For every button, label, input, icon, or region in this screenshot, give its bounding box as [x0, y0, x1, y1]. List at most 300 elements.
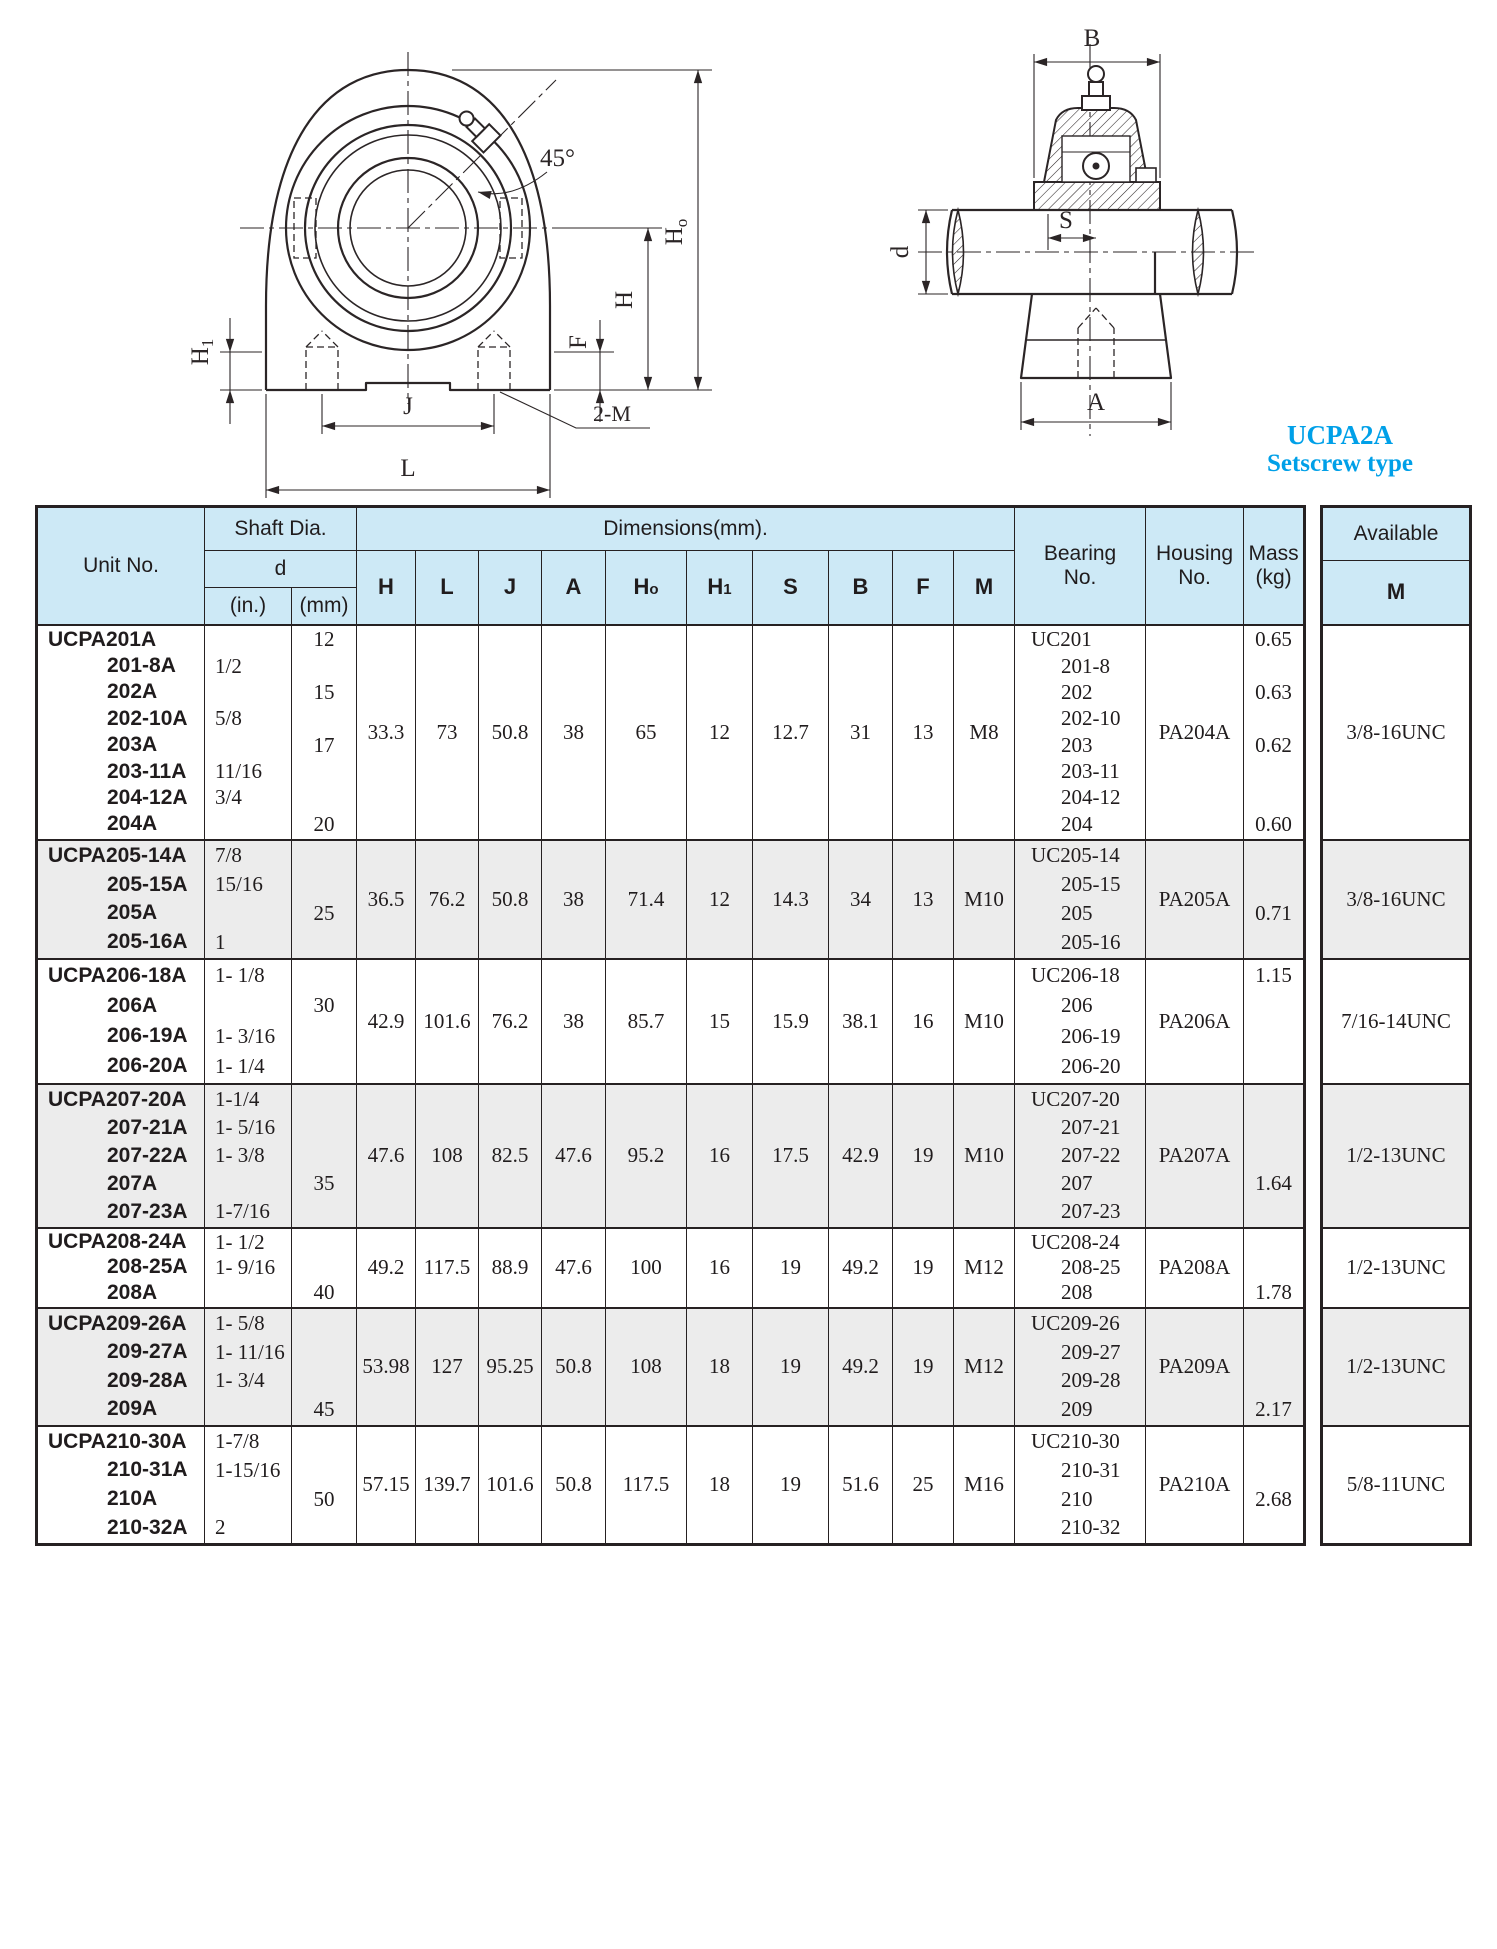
cell-line: [292, 758, 356, 784]
shaft-in-cell: [205, 1426, 292, 1545]
unit-no-cell: [37, 1228, 205, 1308]
cell-line: 210-31A: [107, 1458, 188, 1482]
cell-line: 208: [1061, 1280, 1093, 1305]
cell-line: 206-20A: [107, 1054, 188, 1078]
shaft-mm-cell: [292, 1426, 357, 1545]
dim-J-cell: 76.2: [479, 959, 542, 1084]
cell-line: 1- 5/8: [215, 1311, 265, 1336]
cell-line: 2: [215, 1515, 226, 1540]
cell-line: 206A: [107, 993, 158, 1017]
shaft-break-right: [1193, 210, 1204, 294]
cell-line: [205, 679, 291, 705]
housing-no-cell: PA207A: [1146, 1084, 1244, 1228]
cell-line: 1: [215, 929, 226, 954]
dim-H1-cell: 18: [687, 1308, 753, 1426]
cell-line: 207-22: [1061, 1143, 1121, 1167]
shaft-in-cell: [205, 1084, 292, 1228]
cell-line: [1244, 706, 1303, 732]
dim-B-cell: 42.9: [829, 1084, 893, 1228]
col-header-mass: Mass (kg): [1244, 507, 1305, 625]
table-row-ucpa208-group: [37, 1228, 1305, 1308]
dim-L-cell: 127: [416, 1308, 479, 1426]
cell-line: [1244, 1338, 1303, 1367]
cell-line: 207-21A: [107, 1115, 188, 1139]
mass-cell: [1244, 1308, 1305, 1426]
mass-cell: [1244, 1084, 1305, 1228]
unit-no-cell: [37, 625, 205, 840]
cell-line: 1- 1/8: [215, 963, 265, 988]
cell-line: [292, 928, 356, 957]
cell-line: 1- 11/16: [215, 1339, 285, 1364]
cell-line: [292, 1198, 356, 1226]
cell-line: 202-10: [1061, 706, 1121, 731]
cell-line: UCPA209-26A: [48, 1311, 187, 1335]
col-header-in: (in.): [205, 588, 292, 625]
cell-line: 210: [1061, 1486, 1093, 1511]
cell-line: [292, 1456, 356, 1485]
dim-L-cell: 76.2: [416, 840, 479, 959]
dim-A-cell: 38: [542, 959, 606, 1084]
dim-A-cell: 38: [542, 840, 606, 959]
cell-line: 207A: [107, 1171, 158, 1195]
dim-label-ho: $H_o$: [661, 218, 691, 246]
col-header-mm: (mm): [292, 588, 357, 625]
series-caption: [1205, 420, 1475, 478]
cell-line: 203: [1061, 732, 1093, 757]
cell-line: 17: [313, 732, 335, 757]
cell-line: [292, 1021, 356, 1051]
dim-label-h1: $H_1$: [187, 338, 217, 366]
dim-label-b: B: [1083, 25, 1101, 52]
col-header-shaft-dia: Shaft Dia.: [205, 507, 357, 551]
cell-line: 20: [313, 811, 335, 836]
dim-F-cell: 19: [893, 1308, 954, 1426]
cell-line: [292, 1338, 356, 1367]
dim-B-cell: 49.2: [829, 1308, 893, 1426]
dim-Ho-cell: 108: [606, 1308, 687, 1426]
cell-line: 210A: [107, 1487, 158, 1511]
cell-line: 204-12A: [107, 785, 188, 809]
bearing-no-cell: [1015, 1308, 1146, 1426]
dim-L-cell: 101.6: [416, 959, 479, 1084]
dimension-table: [35, 505, 1306, 1546]
cell-line: UCPA205-14A: [48, 843, 187, 867]
dim-J-cell: 88.9: [479, 1228, 542, 1308]
dim-F-cell: 16: [893, 959, 954, 1084]
dim-Ho-cell: 100: [606, 1228, 687, 1308]
shaft-break-left: [953, 210, 964, 294]
table-row-ucpa207-group: [37, 1084, 1305, 1228]
cell-line: [1244, 1114, 1303, 1142]
cell-line: [205, 1485, 291, 1514]
cell-line: 210-31: [1061, 1457, 1121, 1482]
cell-line: 1-7/8: [215, 1429, 260, 1454]
dim-M-cell: M12: [954, 1308, 1015, 1426]
cell-line: 202: [1061, 679, 1093, 704]
shaft-in-cell: [205, 625, 292, 840]
dim-H-cell: 47.6: [357, 1084, 416, 1228]
unit-no-cell: [37, 1308, 205, 1426]
series-type: Setscrew type: [1266, 450, 1414, 478]
cell-line: UCPA207-20A: [48, 1087, 187, 1111]
dim-H1-cell: 18: [687, 1426, 753, 1545]
cell-line: UC210-30: [1031, 1429, 1120, 1454]
cell-line: 1-1/4: [215, 1087, 260, 1111]
cell-line: [205, 627, 291, 653]
cell-line: [1244, 1255, 1303, 1280]
cell-line: 205-16A: [107, 930, 188, 954]
col-header-Ho: Ho: [606, 551, 687, 625]
cell-line: 1-15/16: [215, 1457, 281, 1482]
cell-line: 1- 1/2: [215, 1229, 265, 1254]
cell-line: [292, 706, 356, 732]
dim-M-cell: M10: [954, 840, 1015, 959]
col-header-H1: H1: [687, 551, 753, 625]
front-view-drawing: [187, 52, 712, 498]
dim-F-cell: 19: [893, 1228, 954, 1308]
dim-Ho-cell: 117.5: [606, 1426, 687, 1545]
cell-line: 205-15A: [107, 872, 188, 896]
cell-line: 207-22A: [107, 1143, 188, 1167]
cell-line: [292, 870, 356, 899]
available-row: [1322, 959, 1471, 1084]
cell-line: [292, 653, 356, 679]
col-header-M: M: [954, 551, 1015, 625]
cell-line: 206-20: [1061, 1053, 1121, 1078]
cell-line: [205, 1280, 291, 1305]
cell-line: 201-8A: [107, 654, 176, 678]
cell-line: UCPA208-24A: [48, 1230, 187, 1254]
dim-F-cell: 13: [893, 840, 954, 959]
cell-line: [205, 811, 291, 837]
mass-cell: [1244, 840, 1305, 959]
cell-line: 207-21: [1061, 1115, 1121, 1139]
available-row: [1322, 1084, 1471, 1228]
dim-S-cell: 12.7: [753, 625, 829, 840]
cell-line: [1244, 653, 1303, 679]
available-row: [1322, 1308, 1471, 1426]
dim-H-cell: 57.15: [357, 1426, 416, 1545]
grease-fitting-side: [1082, 66, 1110, 110]
cell-line: 1.64: [1255, 1171, 1292, 1195]
bearing-no-cell: [1015, 1084, 1146, 1228]
table-row-ucpa201-group: [37, 625, 1305, 840]
dim-H1-cell: 12: [687, 625, 753, 840]
housing-no-cell: PA210A: [1146, 1426, 1244, 1545]
cell-line: UC208-24: [1031, 1229, 1120, 1254]
shaft-mm-cell: [292, 1228, 357, 1308]
cell-line: 3/4: [215, 785, 242, 810]
cell-line: [205, 991, 291, 1021]
available-m-cell: 1/2-13UNC: [1322, 1308, 1471, 1426]
dim-Ho-cell: 65: [606, 625, 687, 840]
col-header-available: Available: [1322, 507, 1471, 561]
available-m-cell: 1/2-13UNC: [1322, 1228, 1471, 1308]
base-tapped-hole: [1078, 308, 1114, 378]
cell-line: 0.60: [1255, 811, 1292, 836]
cell-line: UCPA206-18A: [48, 963, 187, 987]
shaft-in-cell: [205, 1228, 292, 1308]
base-plate-section: [1034, 182, 1160, 210]
cell-line: 50: [313, 1486, 335, 1511]
housing-no-cell: PA209A: [1146, 1308, 1244, 1426]
col-header-B: B: [829, 551, 893, 625]
dim-L-cell: 73: [416, 625, 479, 840]
cell-line: [292, 842, 356, 871]
cell-line: 5/8: [215, 706, 242, 731]
shaft-in-cell: [205, 959, 292, 1084]
cell-line: [1244, 1427, 1303, 1456]
cell-line: 205A: [107, 901, 158, 925]
dim-J-cell: 50.8: [479, 840, 542, 959]
col-header-S: S: [753, 551, 829, 625]
dim-H1-cell: 16: [687, 1228, 753, 1308]
col-header-d: d: [205, 551, 357, 588]
cell-line: 204A: [107, 812, 158, 836]
cell-line: 1- 9/16: [215, 1254, 276, 1279]
shaft-in-cell: [205, 1308, 292, 1426]
cell-line: 2.68: [1255, 1486, 1292, 1511]
cell-line: [1244, 1142, 1303, 1170]
cell-line: UC205-14: [1031, 843, 1120, 868]
cell-line: [292, 1367, 356, 1396]
cell-line: 0.62: [1255, 732, 1292, 757]
dim-M-cell: M12: [954, 1228, 1015, 1308]
col-header-J: J: [479, 551, 542, 625]
cell-line: 209-27A: [107, 1340, 188, 1364]
dim-Ho-cell: 85.7: [606, 959, 687, 1084]
dim-S-cell: 15.9: [753, 959, 829, 1084]
dim-S-cell: 17.5: [753, 1084, 829, 1228]
available-row: [1322, 1426, 1471, 1545]
cell-line: [1244, 842, 1303, 871]
angle-label: 45°: [540, 145, 575, 172]
cell-line: [205, 732, 291, 758]
col-header-dimensions: Dimensions(mm).: [357, 507, 1015, 551]
dim-H-cell: 36.5: [357, 840, 416, 959]
available-m-cell: 7/16-14UNC: [1322, 959, 1471, 1084]
col-header-F: F: [893, 551, 954, 625]
cell-line: 35: [313, 1171, 335, 1195]
housing-no-cell: PA204A: [1146, 625, 1244, 840]
header-row-1: [37, 507, 1305, 551]
dim-L-cell: 139.7: [416, 1426, 479, 1545]
dim-F-cell: 19: [893, 1084, 954, 1228]
cell-line: [1244, 1086, 1303, 1114]
cell-line: 203-11: [1061, 759, 1120, 784]
cell-line: 209A: [107, 1397, 158, 1421]
cell-line: UC201: [1031, 627, 1092, 652]
dim-B-cell: 34: [829, 840, 893, 959]
cell-line: [205, 899, 291, 928]
cell-line: 206: [1061, 993, 1093, 1018]
available-m-cell: 3/8-16UNC: [1322, 840, 1471, 959]
dim-L-cell: 108: [416, 1084, 479, 1228]
cell-line: 1.15: [1255, 963, 1292, 988]
dim-H-cell: 42.9: [357, 959, 416, 1084]
tapped-hole-right: [478, 331, 510, 390]
dim-J-cell: 101.6: [479, 1426, 542, 1545]
bearing-no-cell: [1015, 625, 1146, 840]
dim-M-cell: M8: [954, 625, 1015, 840]
cell-line: [205, 1395, 291, 1424]
available-header-row: [1322, 507, 1471, 561]
dim-M-cell: M16: [954, 1426, 1015, 1545]
bolt-callout-label: 2-M: [593, 401, 631, 426]
cell-line: 207-23A: [107, 1199, 188, 1223]
dim-J-cell: 95.25: [479, 1308, 542, 1426]
cell-line: 25: [313, 900, 335, 925]
cell-line: 1.78: [1255, 1280, 1292, 1305]
cell-line: [292, 1142, 356, 1170]
unit-no-cell: [37, 840, 205, 959]
cell-line: 2.17: [1255, 1396, 1292, 1421]
cell-line: [1244, 785, 1303, 811]
cell-line: [292, 1310, 356, 1339]
cell-line: 208-25: [1061, 1254, 1121, 1279]
dim-label-f: F: [565, 335, 592, 349]
cell-line: 208-25A: [107, 1255, 188, 1279]
col-header-bearing-no: Bearing No.: [1015, 507, 1146, 625]
cell-line: 206-19A: [107, 1024, 188, 1048]
dim-H-cell: 53.98: [357, 1308, 416, 1426]
bearing-no-cell: [1015, 959, 1146, 1084]
cell-line: 15/16: [215, 872, 263, 897]
cell-line: UCPA201A: [48, 627, 157, 651]
mass-cell: [1244, 1426, 1305, 1545]
dim-L-cell: 117.5: [416, 1228, 479, 1308]
dim-label-l: L: [400, 455, 416, 482]
dim-H1-cell: 12: [687, 840, 753, 959]
housing-no-cell: PA208A: [1146, 1228, 1244, 1308]
cell-line: 1-7/16: [215, 1199, 270, 1223]
shaft-mm-cell: [292, 840, 357, 959]
cell-line: 209-28A: [107, 1368, 188, 1392]
col-header-A: A: [542, 551, 606, 625]
cell-line: 210-32: [1061, 1515, 1121, 1540]
series-name: UCPA2A: [1287, 420, 1393, 450]
cell-line: 210-32A: [107, 1515, 188, 1539]
cell-line: [292, 961, 356, 991]
cell-line: UC206-18: [1031, 963, 1120, 988]
dim-S-cell: 19: [753, 1426, 829, 1545]
cell-line: [292, 1255, 356, 1280]
mass-cell: [1244, 959, 1305, 1084]
cell-line: UC207-20: [1031, 1087, 1120, 1111]
dim-label-a: A: [1086, 389, 1106, 416]
dim-F-cell: 25: [893, 1426, 954, 1545]
dim-S-cell: 19: [753, 1228, 829, 1308]
dim-S-cell: 14.3: [753, 840, 829, 959]
housing-no-cell: PA205A: [1146, 840, 1244, 959]
table-row-ucpa205-group: [37, 840, 1305, 959]
cell-line: 1- 5/16: [215, 1115, 276, 1139]
unit-no-cell: [37, 1084, 205, 1228]
setscrew-bolt: [1136, 168, 1156, 182]
dim-M-cell: M10: [954, 1084, 1015, 1228]
shaft-mm-cell: [292, 625, 357, 840]
cell-line: [1244, 870, 1303, 899]
mass-cell: [1244, 625, 1305, 840]
dim-J-cell: 50.8: [479, 625, 542, 840]
col-header-H: H: [357, 551, 416, 625]
dim-A-cell: 47.6: [542, 1084, 606, 1228]
cell-line: [1244, 1310, 1303, 1339]
cell-line: 40: [313, 1280, 335, 1305]
cell-line: 209-28: [1061, 1368, 1121, 1393]
cell-line: 204: [1061, 811, 1093, 836]
cell-line: UCPA210-30A: [48, 1429, 187, 1453]
cell-line: [292, 1051, 356, 1081]
bearing-no-cell: [1015, 840, 1146, 959]
cell-line: 15: [313, 679, 335, 704]
dim-F-cell: 13: [893, 625, 954, 840]
cell-line: [292, 1086, 356, 1114]
cell-line: 205-15: [1061, 872, 1121, 897]
dim-J-cell: 82.5: [479, 1084, 542, 1228]
cell-line: [1244, 928, 1303, 957]
dim-B-cell: 38.1: [829, 959, 893, 1084]
grease-fitting: [453, 105, 500, 152]
col-header-L: L: [416, 551, 479, 625]
available-m-cell: 3/8-16UNC: [1322, 625, 1471, 840]
mass-cell: [1244, 1228, 1305, 1308]
cell-line: [1244, 1514, 1303, 1543]
cell-line: 1- 3/16: [215, 1023, 276, 1048]
cell-line: UC209-26: [1031, 1311, 1120, 1336]
cell-line: [1244, 1367, 1303, 1396]
cell-line: [292, 1514, 356, 1543]
housing-no-cell: PA206A: [1146, 959, 1244, 1084]
cell-line: [1244, 1051, 1303, 1081]
table-row-ucpa210-group: [37, 1426, 1305, 1545]
cell-line: [1244, 1021, 1303, 1051]
available-row: [1322, 840, 1471, 959]
cell-line: 1/2: [215, 653, 242, 678]
dim-B-cell: 49.2: [829, 1228, 893, 1308]
cell-line: 0.65: [1255, 627, 1292, 652]
shaft-mm-cell: [292, 1308, 357, 1426]
cell-line: [292, 1114, 356, 1142]
col-header-housing-no: Housing No.: [1146, 507, 1244, 625]
dim-label-h: H: [611, 290, 638, 310]
dim-A-cell: 50.8: [542, 1426, 606, 1545]
dim-Ho-cell: 95.2: [606, 1084, 687, 1228]
cell-line: [1244, 758, 1303, 784]
table-row-ucpa209-group: [37, 1308, 1305, 1426]
dim-S-cell: 19: [753, 1308, 829, 1426]
cell-line: [1244, 1230, 1303, 1255]
available-row: [1322, 1228, 1471, 1308]
dim-Ho-cell: 71.4: [606, 840, 687, 959]
cell-line: [1244, 1198, 1303, 1226]
cell-line: 205: [1061, 900, 1093, 925]
dim-label-d: d: [887, 245, 914, 259]
cell-line: 207: [1061, 1171, 1093, 1195]
cell-line: 1- 1/4: [215, 1053, 265, 1078]
dim-label-s: S: [1059, 207, 1073, 234]
dim-H-cell: 33.3: [357, 625, 416, 840]
cell-line: 30: [313, 993, 335, 1018]
shaft-mm-cell: [292, 959, 357, 1084]
cell-line: 45: [313, 1396, 335, 1421]
cell-line: 208A: [107, 1280, 158, 1304]
shaft-in-cell: [205, 840, 292, 959]
cell-line: 205-16: [1061, 929, 1121, 954]
dim-B-cell: 31: [829, 625, 893, 840]
cell-line: [292, 785, 356, 811]
cell-line: [1244, 991, 1303, 1021]
